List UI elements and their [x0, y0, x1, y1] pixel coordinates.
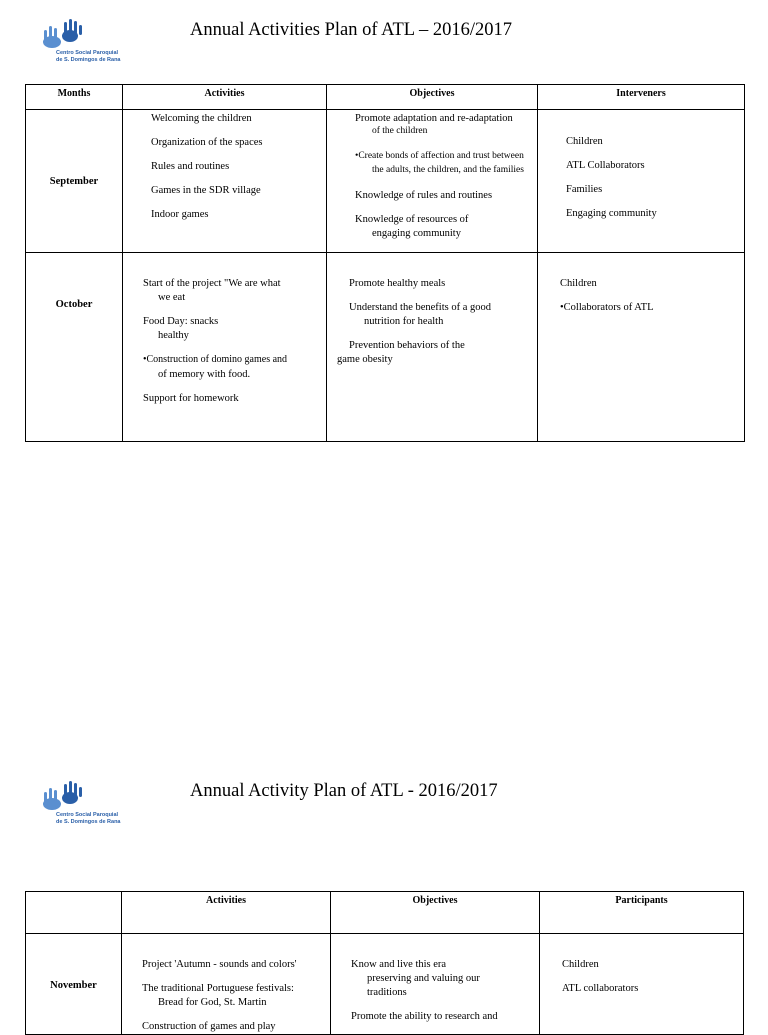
org-name-line: Centro Social Paroquial: [56, 812, 119, 818]
table-row: [26, 934, 744, 1035]
activity-item: Food Day: snacks: [143, 316, 219, 327]
objective-item: engaging community: [372, 228, 461, 239]
activities-cell: [123, 253, 327, 442]
activities-cell: [122, 934, 331, 1035]
intervener-item: •Collaborators of ATL: [560, 302, 654, 313]
objective-item: Promote adaptation and re-adaptation: [355, 113, 513, 124]
participant-item: Children: [562, 959, 599, 970]
org-name: [56, 812, 120, 825]
activity-item: healthy: [158, 330, 189, 341]
org-name-line: de S. Domingos de Rana: [56, 818, 121, 825]
column-header: [26, 892, 122, 934]
column-header: Participants: [540, 892, 744, 934]
month-label: October: [55, 299, 93, 310]
objectives-cell: [327, 110, 538, 253]
org-name: [56, 50, 120, 63]
activity-item: of memory with food.: [158, 369, 251, 380]
header-row: [26, 85, 745, 110]
column-header: Objectives: [331, 892, 540, 934]
objective-item: Promote the ability to research and: [351, 1011, 498, 1022]
objectives-cell: [331, 934, 540, 1035]
org-logo: [34, 778, 134, 830]
column-header: Objectives: [327, 85, 538, 110]
month-label: November: [50, 980, 97, 991]
objective-item: Know and live this era: [351, 959, 447, 970]
activity-item: Indoor games: [151, 209, 209, 220]
activity-item: Support for homework: [143, 393, 239, 404]
objective-item: game obesity: [337, 354, 393, 365]
participants-cell: [540, 934, 744, 1035]
objective-item: Promote healthy meals: [349, 278, 446, 289]
activity-item: Organization of the spaces: [151, 137, 263, 148]
objective-item: Prevention behaviors of the: [349, 340, 465, 351]
intervener-item: ATL Collaborators: [566, 160, 645, 171]
participant-item: ATL collaborators: [562, 983, 639, 994]
activity-item: Rules and routines: [151, 161, 230, 172]
activities-table: [25, 891, 744, 1035]
objective-item: the adults, the children, and the families: [372, 165, 524, 175]
intervener-item: Families: [566, 184, 603, 195]
hands-logo-icon: [40, 16, 90, 54]
activity-item: we eat: [158, 292, 186, 303]
org-name-line: de S. Domingos de Rana: [56, 56, 121, 63]
activities-table: [25, 84, 745, 442]
page-title: Annual Activity Plan of ATL - 2016/2017: [190, 781, 498, 801]
objective-item: of the children: [372, 126, 428, 136]
column-header: Interveners: [538, 85, 745, 110]
objective-item: Knowledge of resources of: [355, 214, 469, 225]
column-header: Activities: [122, 892, 331, 934]
org-logo: [34, 16, 134, 68]
activity-item: •Construction of domino games and: [143, 354, 288, 365]
table-row: [26, 110, 745, 253]
month-cell: September: [26, 110, 123, 253]
activity-item: Start of the project "We are what: [143, 278, 281, 289]
activity-item: The traditional Portuguese festivals:: [142, 983, 294, 994]
objective-item: Knowledge of rules and routines: [355, 190, 493, 201]
intervener-item: Engaging community: [566, 208, 657, 219]
header-row: [26, 892, 744, 934]
activity-item: Bread for God, St. Martin: [158, 997, 267, 1008]
hands-logo-icon: [40, 778, 90, 816]
objective-item: nutrition for health: [364, 316, 444, 327]
objectives-cell: [327, 253, 538, 442]
column-header: Activities: [123, 85, 327, 110]
month-cell: [26, 934, 122, 1035]
intervener-item: Children: [566, 136, 603, 147]
interveners-cell: [538, 110, 745, 253]
column-header: Months: [26, 85, 123, 110]
objective-item: •Create bonds of affection and trust between: [355, 151, 524, 161]
org-name-line: Centro Social Paroquial: [56, 50, 119, 56]
activities-cell: [123, 110, 327, 253]
table-row: [26, 253, 745, 442]
activity-item: Construction of games and play: [142, 1021, 276, 1032]
activity-item: Welcoming the children: [151, 113, 252, 124]
activity-item: Project 'Autumn - sounds and colors': [142, 959, 297, 970]
interveners-cell: [538, 253, 745, 442]
objective-item: preserving and valuing our: [367, 973, 480, 984]
intervener-item: Children: [560, 278, 597, 289]
activity-item: Games in the SDR village: [151, 185, 261, 196]
objective-item: traditions: [367, 987, 407, 998]
page-title: Annual Activities Plan of ATL – 2016/2017: [190, 20, 513, 40]
month-cell: [26, 253, 123, 442]
objective-item: Understand the benefits of a good: [349, 302, 492, 313]
